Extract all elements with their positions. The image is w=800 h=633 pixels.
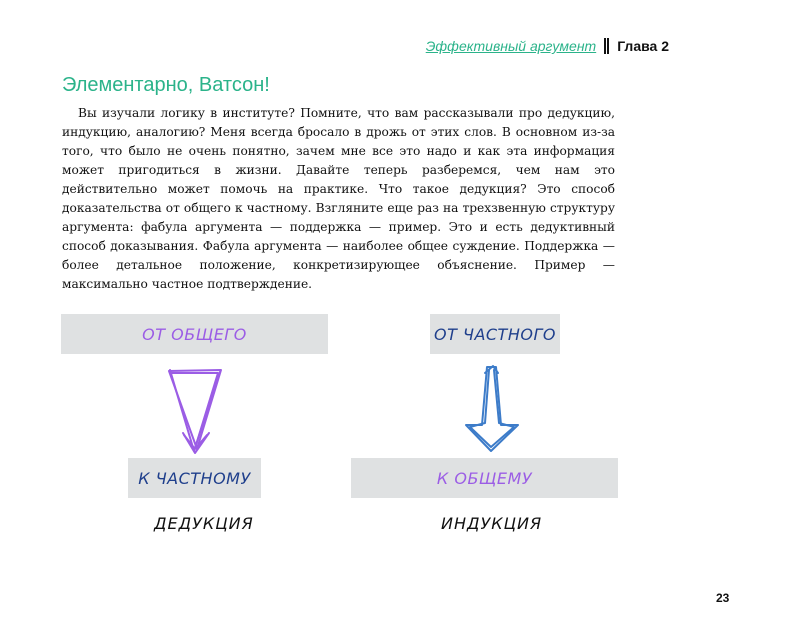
running-head: [426, 38, 669, 54]
induction-top-box: ОТ ЧАСТНОГО: [430, 314, 560, 354]
induction-bottom-box: К ОБЩЕМУ: [351, 458, 618, 498]
deduction-bottom-box: К ЧАСТНОМУ: [128, 458, 261, 498]
induction-arrow-icon: [462, 363, 522, 457]
book-title-link[interactable]: Эффективный аргумент: [425, 38, 597, 54]
deduction-caption: ДЕДУКЦИЯ: [154, 514, 254, 533]
section-title: Элементарно, Ватсон!: [62, 74, 270, 96]
deduction-arrow-icon: [163, 365, 227, 455]
body-paragraph: Вы изучали логику в институте? Помните, что вам рассказывали про дедукцию, индукцию, аналогию? Меня всегда бросало в дрожь от этих слов. В основном из-за того, что было не очень понятно, зачем мне все это надо и как эта информация может пригодиться в жизни. Давайте теперь разберемся, чем нам это действительно может помочь на практике. Что такое дедукция? Это способ доказательства от общего к частному. Взгляните еще раз на трехзвенную структуру аргумента: фабула аргумента — поддержка — пример. Это и есть дедуктивный способ доказывания. Фабула аргумента — наиболее общее суждение. Поддержка — более детальное положение, конкретизирующее объяснение. Пример — максимально частное подтверждение.: [62, 106, 615, 291]
chapter-label: Глава 2: [617, 38, 669, 54]
induction-caption: ИНДУКЦИЯ: [441, 514, 543, 533]
deduction-top-box: ОТ ОБЩЕГО: [61, 314, 328, 354]
page-number: 23: [716, 591, 730, 605]
header-separator: [604, 38, 609, 54]
